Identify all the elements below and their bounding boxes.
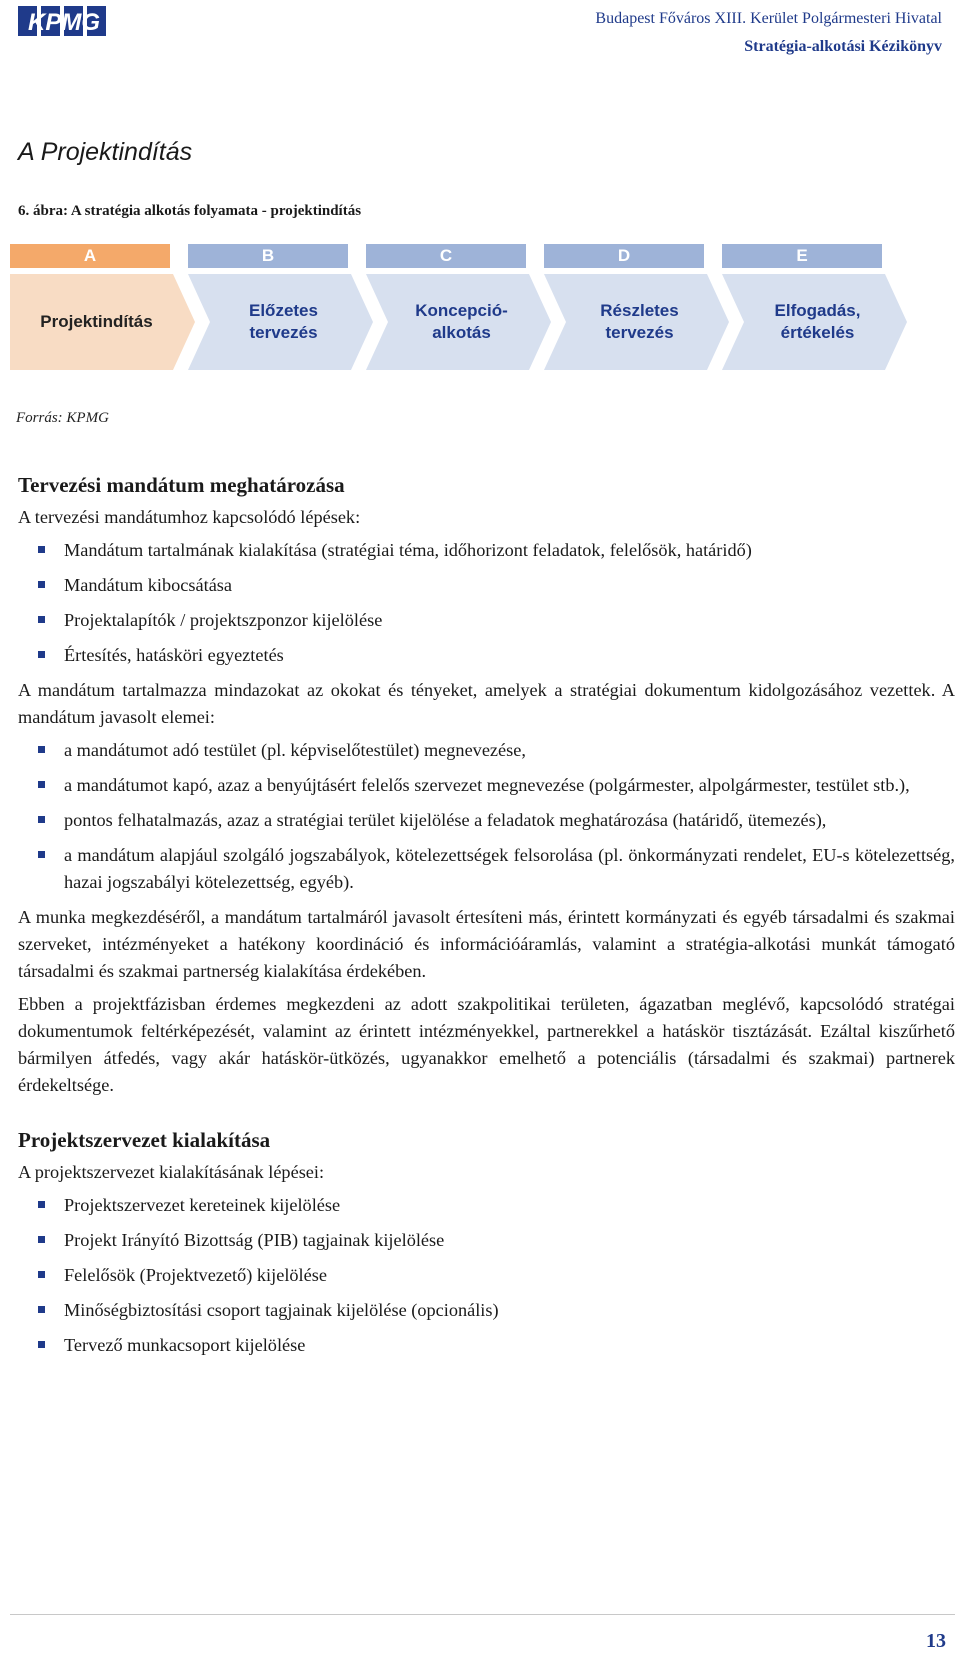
footer-divider xyxy=(10,1614,955,1615)
mandate-paragraph-3: Ebben a projektfázisban érdemes megkezdeni az adott szakpolitikai területen, ágazatban meglévő, kapcsolódó stratégai dokumentumok feltérképezését, valamint az érintett intézményekkel, partnerekkel a hatáskör tisztázását. Ezáltal kiszűrhető bármilyen átfedés, vagy akár hatáskör-ütközés, ugyanakkor emelhető a potenciális (társadalmi és szakmai) partnerek érdekeltsége. xyxy=(18,994,955,1095)
list-item: a mandátum alapjául szolgáló jogszabályok, kötelezettségek felsorolása (pl. önkormányzati rendelet, EU-s kötelezettség, hazai jogszabályi kötelezettség, egyéb). xyxy=(18,842,955,896)
mandate-steps-list xyxy=(18,537,955,669)
list-item: Mandátum tartalmának kialakítása (stratégiai téma, időhorizont feladatok, felelősök, határidő) xyxy=(18,537,955,564)
stage-label: Koncepció- alkotás xyxy=(415,301,508,342)
stage-letter-bar: D xyxy=(544,244,704,268)
mandate-elements-list xyxy=(18,737,955,896)
stage-letter-bar: E xyxy=(722,244,882,268)
mandate-paragraph-1: A mandátum tartalmazza mindazokat az okokat és tényeket, amelyek a stratégiai dokumentum kidolgozásához vezettek. A mandátum javasolt elemei: xyxy=(18,680,955,727)
stage-letter-bar: B xyxy=(188,244,348,268)
mandate-intro: A tervezési mandátumhoz kapcsolódó lépések: xyxy=(18,507,361,527)
stage-label: Előzetes tervezés xyxy=(249,301,318,342)
stage-letter-bar: C xyxy=(366,244,526,268)
header-organization: Budapest Főváros XIII. Kerület Polgármesteri Hivatal xyxy=(595,10,942,27)
list-item: Projektalapítók / projektszponzor kijelölése xyxy=(18,607,955,634)
document-body xyxy=(18,470,955,1367)
list-item: Felelősök (Projektvezető) kijelölése xyxy=(18,1262,955,1289)
list-item: Mandátum kibocsátása xyxy=(18,572,955,599)
list-item: a mandátumot adó testület (pl. képviselőtestület) megnevezése, xyxy=(18,737,955,764)
header-document-title: Stratégia-alkotási Kézikönyv xyxy=(744,38,942,55)
list-item: Tervező munkacsoport kijelölése xyxy=(18,1332,955,1359)
list-item: Minőségbiztosítási csoport tagjainak kijelölése (opcionális) xyxy=(18,1297,955,1324)
list-item: Projektszervezet kereteinek kijelölése xyxy=(18,1192,955,1219)
stage-label: Részletes tervezés xyxy=(600,301,679,342)
org-heading: Projektszervezet kialakítása xyxy=(18,1128,271,1152)
list-item: Értesítés, hatásköri egyeztetés xyxy=(18,642,955,669)
page-number: 13 xyxy=(926,1630,946,1652)
org-steps-list xyxy=(18,1192,955,1359)
mandate-paragraph-2: A munka megkezdéséről, a mandátum tartalmáról javasolt értesíteni más, érintett kormányzati és egyéb társadalmi és szakmai szerveket, intézményeket a hatékony koordináció és információáramlás, valamint a stratégia-alkotási munkát támogató társadalmi és szakmai partnerség kialakítása érdekében. xyxy=(18,907,955,981)
list-item: a mandátumot kapó, azaz a benyújtásért felelős szervezet megnevezése (polgármester, alpolgármester, testület stb.), xyxy=(18,772,955,799)
kpmg-logo xyxy=(16,2,112,42)
stage-label: Projektindítás xyxy=(40,312,153,331)
org-intro: A projektszervezet kialakításának lépései: xyxy=(18,1162,325,1182)
list-item: pontos felhatalmazás, azaz a stratégiai terület kijelölése a feladatok meghatározása (határidő, ütemezés), xyxy=(18,807,955,834)
svg-text:KPMG: KPMG xyxy=(28,9,100,36)
process-diagram xyxy=(10,244,955,384)
stage-label: Elfogadás, értékelés xyxy=(774,301,861,342)
figure-caption: 6. ábra: A stratégia alkotás folyamata - projektindítás xyxy=(18,203,362,219)
list-item: Projekt Irányító Bizottság (PIB) tagjainak kijelölése xyxy=(18,1227,955,1254)
stage-letter-bar: A xyxy=(10,244,170,268)
section-title: A Projektindítás xyxy=(18,138,193,166)
mandate-heading: Tervezési mandátum meghatározása xyxy=(18,473,345,497)
figure-source: Forrás: KPMG xyxy=(16,410,109,426)
